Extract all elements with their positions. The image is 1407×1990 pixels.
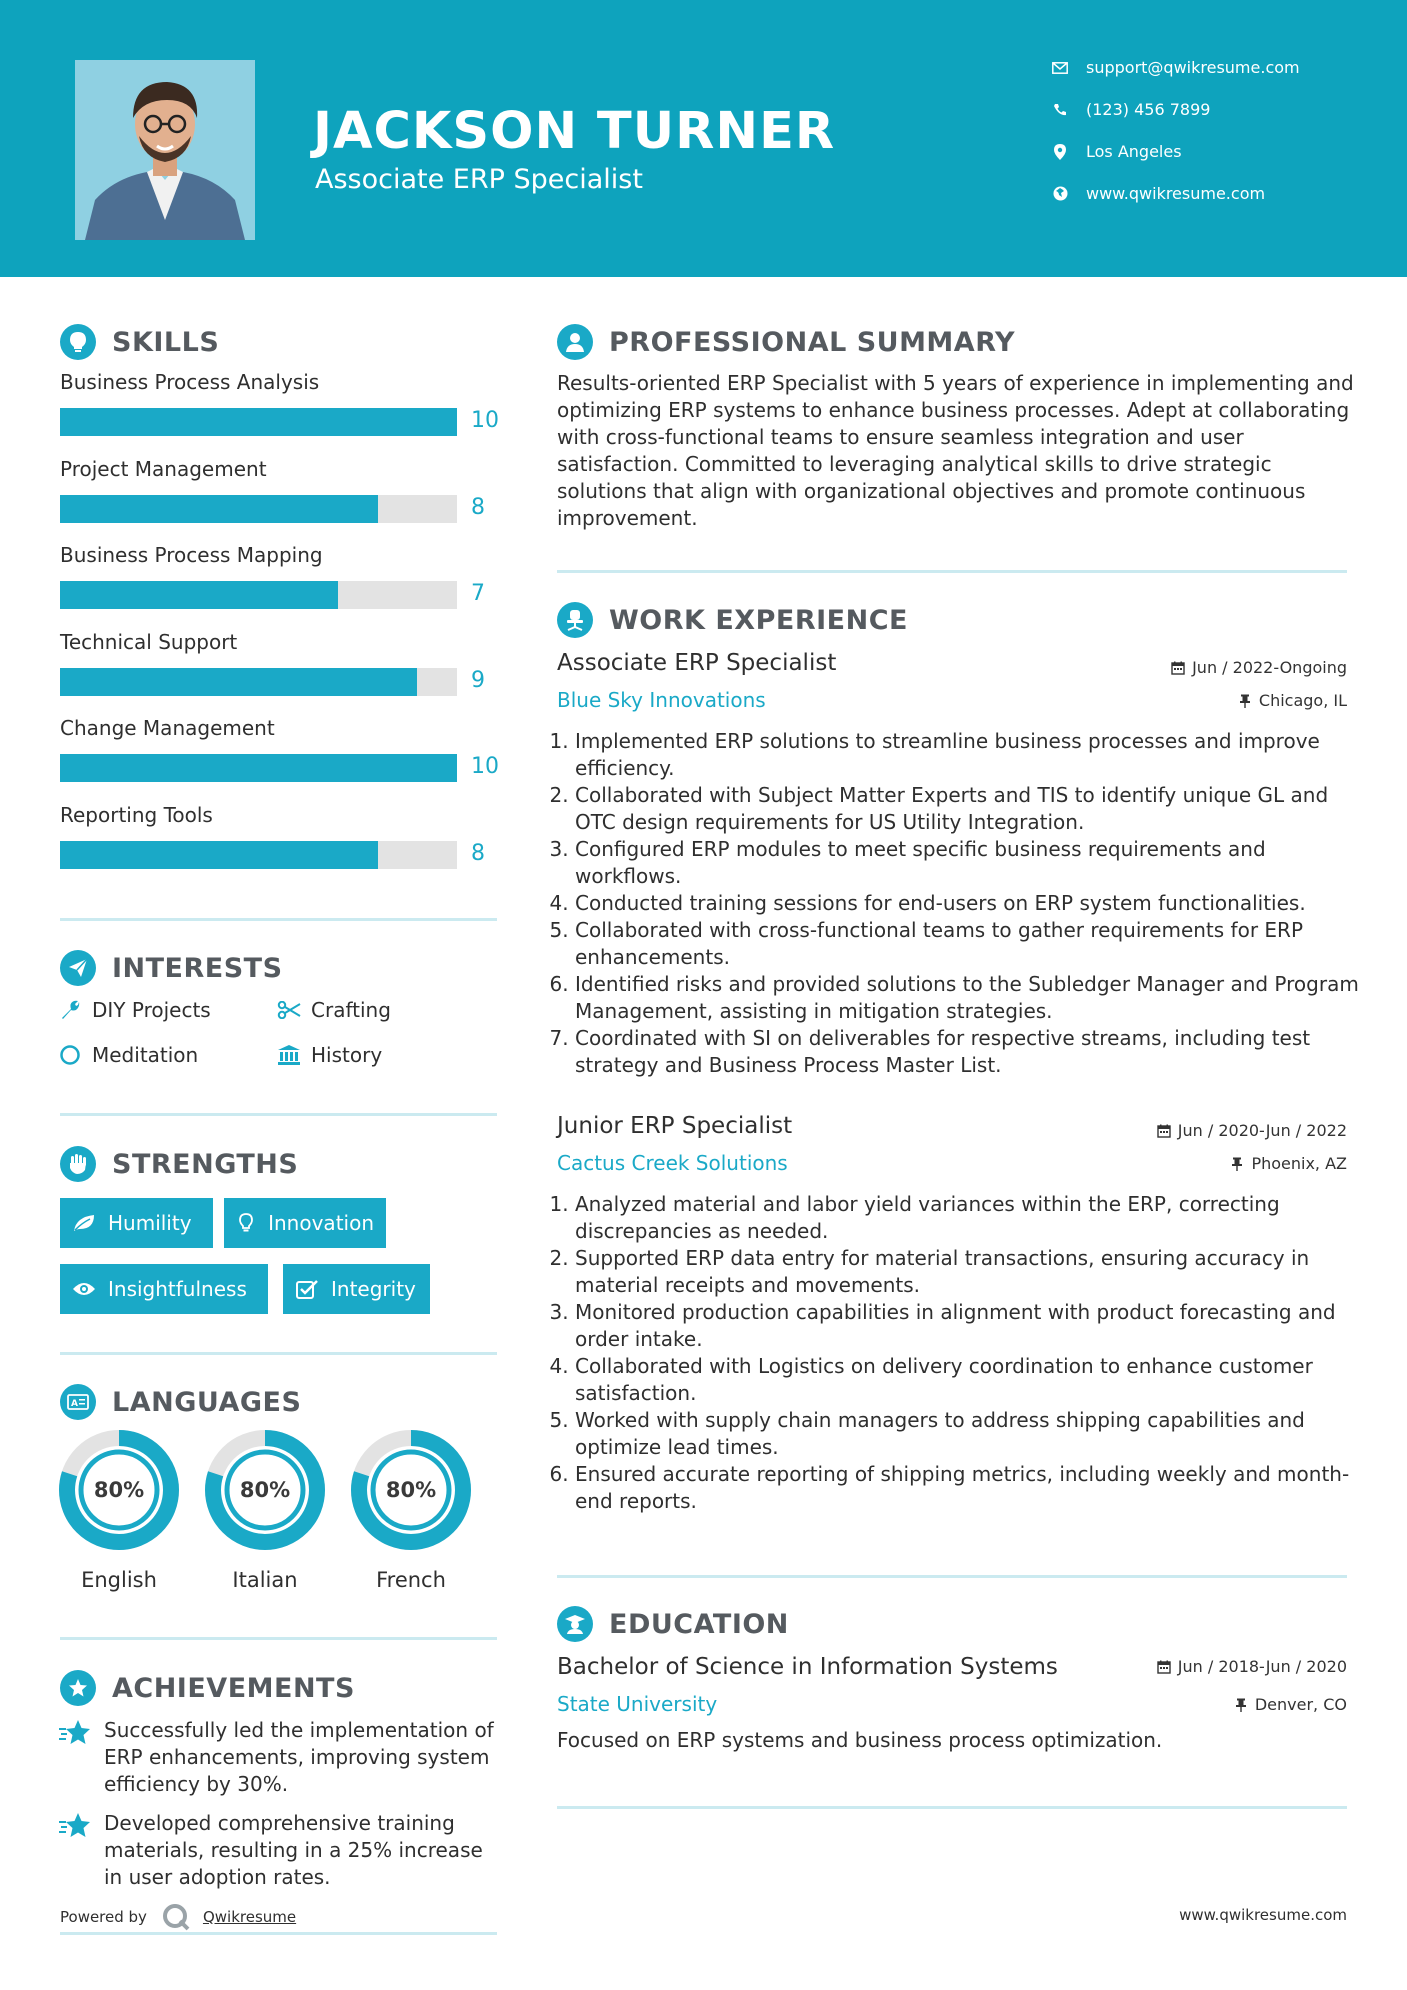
strength-label: Integrity xyxy=(331,1277,416,1301)
calendar-icon xyxy=(1170,660,1186,676)
language-icon xyxy=(60,1384,96,1420)
calendar-icon xyxy=(1156,1123,1172,1139)
strength-badge xyxy=(60,1264,268,1314)
skill-value: 8 xyxy=(471,841,485,866)
language-name: Italian xyxy=(232,1568,298,1592)
interest-item xyxy=(58,1043,198,1067)
interests-heading xyxy=(60,950,283,986)
lightbulb-icon xyxy=(60,324,96,360)
language-percent: 80% xyxy=(239,1478,291,1502)
skills-title: SKILLS xyxy=(112,326,220,358)
job-company: Cactus Creek Solutions xyxy=(557,1151,788,1175)
skill-name: Project Management xyxy=(60,457,267,481)
fist-icon xyxy=(60,1146,96,1182)
contact-website-text: www.qwikresume.com xyxy=(1086,184,1266,203)
skill-value: 8 xyxy=(471,495,485,520)
education-title: EDUCATION xyxy=(609,1608,789,1640)
languages-title: LANGUAGES xyxy=(112,1386,302,1418)
skill-bar-track xyxy=(60,754,457,782)
skill-bar-fill xyxy=(60,495,378,523)
job-dates xyxy=(1170,658,1347,677)
language-name: French xyxy=(376,1568,446,1592)
envelope-icon xyxy=(1050,59,1070,77)
skill-bar-fill xyxy=(60,754,457,782)
interests-title: INTERESTS xyxy=(112,952,283,984)
job-bullet: 2. Supported ERP data entry for material transactions, ensuring accuracy in material receipts and movements. xyxy=(575,1245,1375,1299)
experience-title: WORK EXPERIENCE xyxy=(609,604,908,636)
skill-bar-fill xyxy=(60,668,417,696)
job-location xyxy=(1237,691,1347,710)
skill-value: 7 xyxy=(471,581,485,606)
candidate-name: JACKSON TURNER xyxy=(313,102,836,161)
education-school: State University xyxy=(557,1692,718,1716)
job-bullet: 5. Collaborated with cross-functional teams to gather requirements for ERP enhancements. xyxy=(575,917,1375,971)
divider xyxy=(557,1806,1347,1809)
divider xyxy=(60,1637,497,1640)
map-pin-icon xyxy=(1050,143,1070,161)
footer-website[interactable]: www.qwikresume.com xyxy=(1179,1906,1347,1924)
strength-label: Humility xyxy=(108,1211,192,1235)
powered-by-label: Powered by xyxy=(60,1908,147,1926)
resume-header xyxy=(0,0,1407,277)
divider xyxy=(60,1113,497,1116)
summary-text: Results-oriented ERP Specialist with 5 years of experience in implementing and optimizing ERP systems to enhance business processes. Adept at collaborating with cross-functional teams to ensure seamless integration and user satisfaction. Committed to leveraging analytical skills to drive strategic solutions that align with organizational objectives and promote continuous improvement. xyxy=(557,371,1354,530)
skills-heading xyxy=(60,324,219,360)
interest-item xyxy=(277,1043,382,1067)
job-bullet: 6. Ensured accurate reporting of shipping metrics, including weekly and month-end reports. xyxy=(575,1461,1375,1515)
office-chair-icon xyxy=(557,602,593,638)
paper-plane-icon xyxy=(60,950,96,986)
job-bullet: 5. Worked with supply chain managers to address shipping capabilities and optimize lead times. xyxy=(575,1407,1375,1461)
skill-name: Business Process Analysis xyxy=(60,370,320,394)
languages-heading xyxy=(60,1384,301,1420)
summary-title: PROFESSIONAL SUMMARY xyxy=(609,326,1016,358)
strength-badge xyxy=(224,1198,386,1248)
education-dates xyxy=(1156,1657,1347,1676)
language-item xyxy=(203,1428,327,1592)
phone-icon xyxy=(1050,101,1070,119)
skill-bar-fill xyxy=(60,841,378,869)
skill-name: Reporting Tools xyxy=(60,803,213,827)
strength-label: Innovation xyxy=(268,1211,374,1235)
summary-heading xyxy=(557,324,1015,360)
education-dates-text: Jun / 2018-Jun / 2020 xyxy=(1177,1657,1347,1676)
candidate-title: Associate ERP Specialist xyxy=(315,164,643,195)
contact-phone[interactable] xyxy=(1050,100,1210,119)
language-name: English xyxy=(81,1568,157,1592)
achievement-text: Developed comprehensive training materials, resulting in a 25% increase in user adoption rates. xyxy=(104,1811,483,1889)
skill-name: Change Management xyxy=(60,716,275,740)
contact-phone-text: (123) 456 7899 xyxy=(1086,100,1211,119)
job-company: Blue Sky Innovations xyxy=(557,688,766,712)
skill-name: Business Process Mapping xyxy=(60,543,323,567)
interest-label: Crafting xyxy=(311,998,391,1022)
calendar-icon xyxy=(1156,1659,1172,1675)
interest-label: History xyxy=(311,1043,383,1067)
star-icon xyxy=(58,1718,92,1748)
job-bullet: 7. Coordinated with SI on deliverables for respective streams, including test strategy and Business Process Master List. xyxy=(575,1025,1375,1079)
interest-item xyxy=(277,998,391,1022)
leaf-icon xyxy=(72,1212,96,1234)
qwikresume-logo-icon xyxy=(161,1902,191,1932)
globe-icon xyxy=(1050,185,1070,203)
museum-icon xyxy=(277,1043,301,1067)
job-bullets xyxy=(557,1191,1375,1515)
divider xyxy=(557,1575,1347,1578)
job-role: Junior ERP Specialist xyxy=(557,1113,793,1139)
lightbulb-icon xyxy=(236,1212,256,1234)
job-bullet: 4. Conducted training sessions for end-users on ERP system functionalities. xyxy=(575,890,1375,917)
skill-bar-track xyxy=(60,408,457,436)
job-bullet: 1. Implemented ERP solutions to streamline business processes and improve efficiency. xyxy=(575,728,1375,782)
qwikresume-link[interactable]: Qwikresume xyxy=(202,1908,297,1926)
education-description: Focused on ERP systems and business process optimization. xyxy=(557,1728,1163,1752)
scissors-icon xyxy=(277,998,301,1022)
job-location-text: Chicago, IL xyxy=(1258,691,1347,710)
interest-item xyxy=(58,998,211,1022)
skill-bar-track xyxy=(60,841,457,869)
skill-bar-track xyxy=(60,668,457,696)
job-bullet: 1. Analyzed material and labor yield variances within the ERP, correcting discrepancies as needed. xyxy=(575,1191,1375,1245)
divider xyxy=(60,918,497,921)
star-badge-icon xyxy=(60,1670,96,1706)
job-location xyxy=(1229,1154,1347,1173)
divider xyxy=(557,570,1347,573)
job-dates-text: Jun / 2022-Ongoing xyxy=(1192,658,1347,677)
skill-bar-fill xyxy=(60,408,457,436)
skill-name: Technical Support xyxy=(60,630,238,654)
skill-value: 10 xyxy=(471,754,499,779)
contact-location xyxy=(1050,142,1182,161)
education-heading xyxy=(557,1606,789,1642)
language-percent: 80% xyxy=(385,1478,437,1502)
strengths-heading xyxy=(60,1146,298,1182)
achievement-text: Successfully led the implementation of ERP enhancements, improving system efficiency by 30%. xyxy=(104,1718,494,1796)
star-icon xyxy=(58,1811,92,1841)
pushpin-icon xyxy=(1237,693,1253,709)
svg-text:A: A xyxy=(71,1399,78,1409)
divider xyxy=(60,1352,497,1355)
powered-by xyxy=(60,1902,296,1932)
language-percent: 80% xyxy=(93,1478,145,1502)
circle-icon xyxy=(58,1043,82,1067)
strength-label: Insightfulness xyxy=(108,1277,247,1301)
job-bullet: 2. Collaborated with Subject Matter Experts and TIS to identify unique GL and OTC design requirements for US Utility Integration. xyxy=(575,782,1375,836)
job-bullet: 3. Configured ERP modules to meet specific business requirements and workflows. xyxy=(575,836,1375,890)
strengths-title: STRENGTHS xyxy=(112,1148,299,1180)
job-bullets xyxy=(557,728,1375,1079)
interest-label: Meditation xyxy=(92,1043,199,1067)
strength-badge xyxy=(283,1264,430,1314)
check-square-icon xyxy=(295,1278,319,1300)
graduate-icon xyxy=(557,1606,593,1642)
education-location xyxy=(1233,1695,1347,1714)
job-dates xyxy=(1156,1121,1347,1140)
education-location-text: Denver, CO xyxy=(1254,1695,1347,1714)
skill-bar-track xyxy=(60,581,457,609)
contact-location-text: Los Angeles xyxy=(1086,142,1182,161)
user-icon xyxy=(557,324,593,360)
achievements-title: ACHIEVEMENTS xyxy=(112,1672,355,1704)
contact-email-text: support@qwikresume.com xyxy=(1086,58,1300,77)
contact-email[interactable] xyxy=(1050,58,1300,77)
contact-website[interactable] xyxy=(1050,184,1265,203)
job-bullet: 6. Identified risks and provided solutions to the Subledger Manager and Program Management, assisting in mitigation strategies. xyxy=(575,971,1375,1025)
achievements-heading xyxy=(60,1670,355,1706)
skill-bar-fill xyxy=(60,581,338,609)
pushpin-icon xyxy=(1229,1156,1245,1172)
skill-value: 10 xyxy=(471,408,499,433)
language-item xyxy=(57,1428,181,1592)
eye-icon xyxy=(72,1278,96,1300)
job-bullet: 3. Monitored production capabilities in alignment with product forecasting and order intake. xyxy=(575,1299,1375,1353)
job-location-text: Phoenix, AZ xyxy=(1251,1154,1347,1173)
wrench-icon xyxy=(58,998,82,1022)
strength-badge xyxy=(60,1198,213,1248)
skill-value: 9 xyxy=(471,668,485,693)
interest-label: DIY Projects xyxy=(92,998,211,1022)
job-bullet: 4. Collaborated with Logistics on delivery coordination to enhance customer satisfaction. xyxy=(575,1353,1375,1407)
pushpin-icon xyxy=(1233,1697,1249,1713)
job-dates-text: Jun / 2020-Jun / 2022 xyxy=(1177,1121,1347,1140)
education-degree: Bachelor of Science in Information Systems xyxy=(557,1654,1058,1680)
divider xyxy=(60,1932,497,1935)
language-item xyxy=(349,1428,473,1592)
profile-photo xyxy=(75,60,255,240)
skill-bar-track xyxy=(60,495,457,523)
experience-heading xyxy=(557,602,908,638)
job-role: Associate ERP Specialist xyxy=(557,650,837,676)
